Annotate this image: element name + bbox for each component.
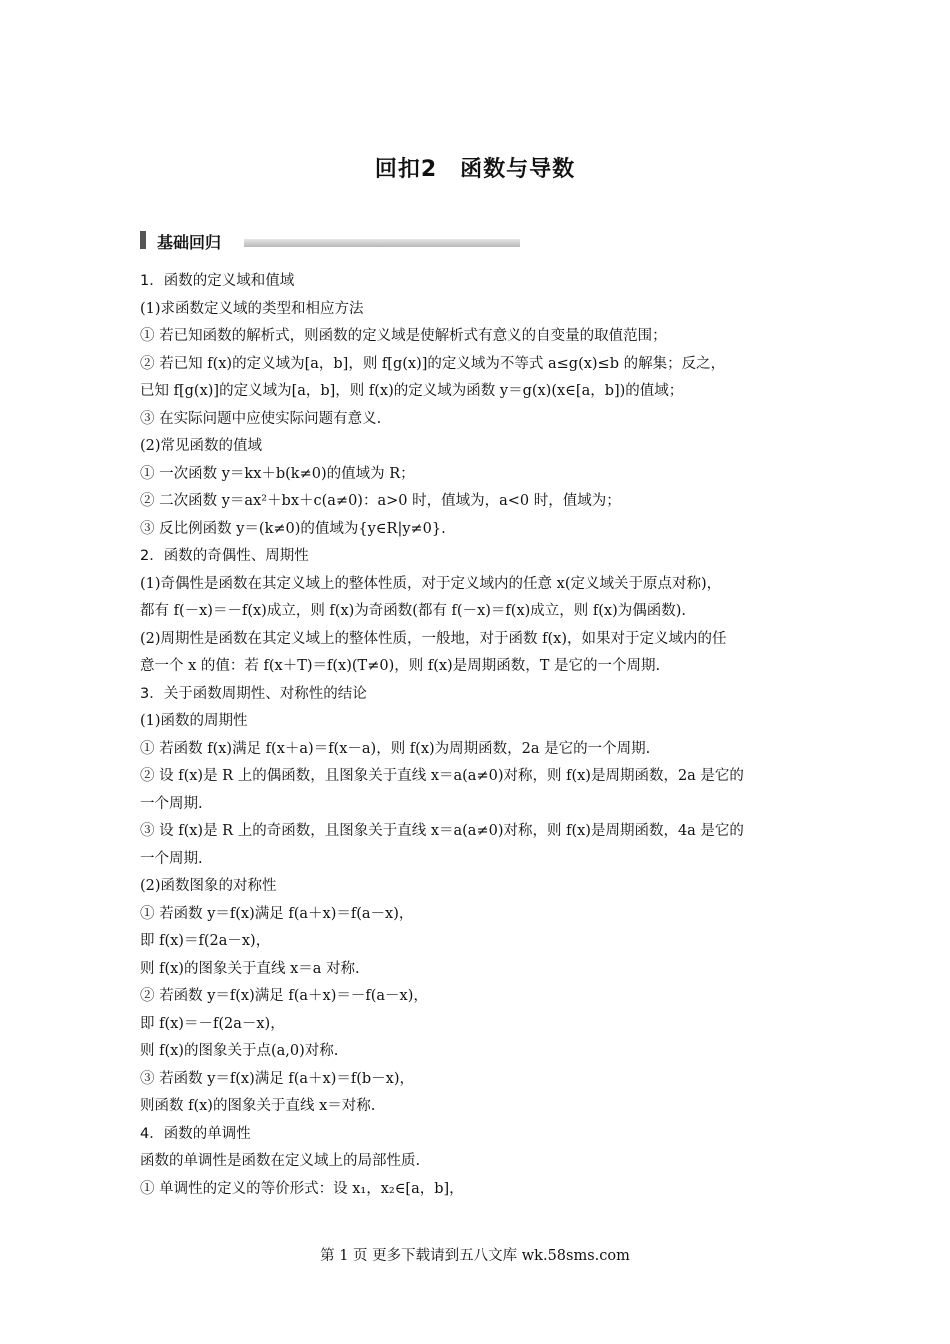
text-line: 函数的单调性是函数在定义域上的局部性质.	[140, 1153, 421, 1169]
text-line: 一个周期.	[140, 850, 203, 867]
section-heading: 2．函数的奇偶性、周期性	[140, 548, 309, 564]
text-line: 即 f(x)＝－f(2a－x)，	[140, 1015, 285, 1032]
text-line: ② 若已知 f(x)的定义域为[a，b]，则 f[g(x)]的定义域为不等式 a≤g(x)≤b 的解集；反之，	[140, 355, 726, 372]
text-line: ① 若函数 f(x)满足 f(x＋a)＝f(x－a)，则 f(x)为周期函数，2a 是它的一个周期.	[140, 740, 651, 757]
text-line: (1)奇偶性是函数在其定义域上的整体性质，对于定义域内的任意 x(定义域关于原点对称)，	[140, 575, 722, 592]
text-line: 都有 f(－x)＝－f(x)成立，则 f(x)为奇函数(都有 f(－x)＝f(x)成立，则 f(x)为偶函数).	[140, 603, 687, 619]
text-line: ① 一次函数 y＝kx＋b(k≠0)的值域为 R；	[140, 465, 415, 482]
section-bar-icon	[140, 231, 146, 249]
text-line: 则 f(x)的图象关于点(a,0)对称.	[140, 1043, 339, 1059]
text-line: ③ 设 f(x)是 R 上的奇函数，且图象关于直线 x＝a(a≠0)对称，则 f(x)是周期函数，4a 是它的	[140, 823, 744, 839]
text-line: (1)求函数定义域的类型和相应方法	[140, 300, 364, 317]
text-line: ① 若已知函数的解析式，则函数的定义域是使解析式有意义的自变量的取值范围；	[140, 328, 667, 344]
section-label: 基础回归	[157, 233, 222, 252]
text-line: (1)函数的周期性	[140, 713, 248, 729]
document-body	[140, 268, 812, 1203]
text-line: (2)周期性是函数在其定义域上的整体性质，一般地，对于函数 f(x)，如果对于定义域内的任	[140, 630, 727, 647]
text-line: ① 若函数 y＝f(x)满足 f(a＋x)＝f(a－x)，	[140, 905, 414, 922]
text-line: 则 f(x)的图象关于直线 x＝a 对称.	[140, 960, 360, 977]
section-rule	[244, 239, 520, 247]
text-line: ③ 反比例函数 y＝(k≠0)的值域为{y∈R|y≠0}.	[140, 520, 446, 537]
text-line: 即 f(x)＝f(2a－x)，	[140, 933, 271, 949]
text-line: ② 设 f(x)是 R 上的偶函数，且图象关于直线 x＝a(a≠0)对称，则 f(x)是周期函数，2a 是它的	[140, 768, 744, 784]
text-line: ① 单调性的定义的等价形式：设 x₁，x₂∈[a，b]，	[140, 1180, 464, 1197]
page-title: 回扣2 函数与导数	[374, 157, 576, 182]
text-line: ② 二次函数 y＝ax²＋bx＋c(a≠0)：a>0 时，值域为，a<0 时，值域为；	[140, 493, 621, 509]
text-line: ② 若函数 y＝f(x)满足 f(a＋x)＝－f(a－x)，	[140, 988, 428, 1004]
section-heading: 3．关于函数周期性、对称性的结论	[140, 685, 367, 702]
text-line: 一个周期.	[140, 795, 203, 812]
text-line: 意一个 x 的值：若 f(x＋T)＝f(x)(T≠0)，则 f(x)是周期函数，T 是它的一个周期.	[140, 658, 661, 674]
page-footer: 第 1 页 更多下载请到五八文库 wk.58sms.com	[320, 1248, 630, 1264]
section-heading: 4．函数的单调性	[140, 1125, 251, 1142]
text-line: (2)函数图象的对称性	[140, 878, 277, 894]
text-line: 则函数 f(x)的图象关于直线 x＝对称.	[140, 1098, 376, 1114]
text-line: 已知 f[g(x)]的定义域为[a，b]，则 f(x)的定义域为函数 y＝g(x)(x∈[a，b])的值域；	[140, 383, 684, 399]
text-line: ③ 在实际问题中应使实际问题有意义.	[140, 410, 382, 427]
section-heading: 1．函数的定义域和值域	[140, 273, 295, 289]
text-line: (2)常见函数的值域	[140, 438, 263, 454]
text-line: ③ 若函数 y＝f(x)满足 f(a＋x)＝f(b－x)，	[140, 1070, 415, 1087]
